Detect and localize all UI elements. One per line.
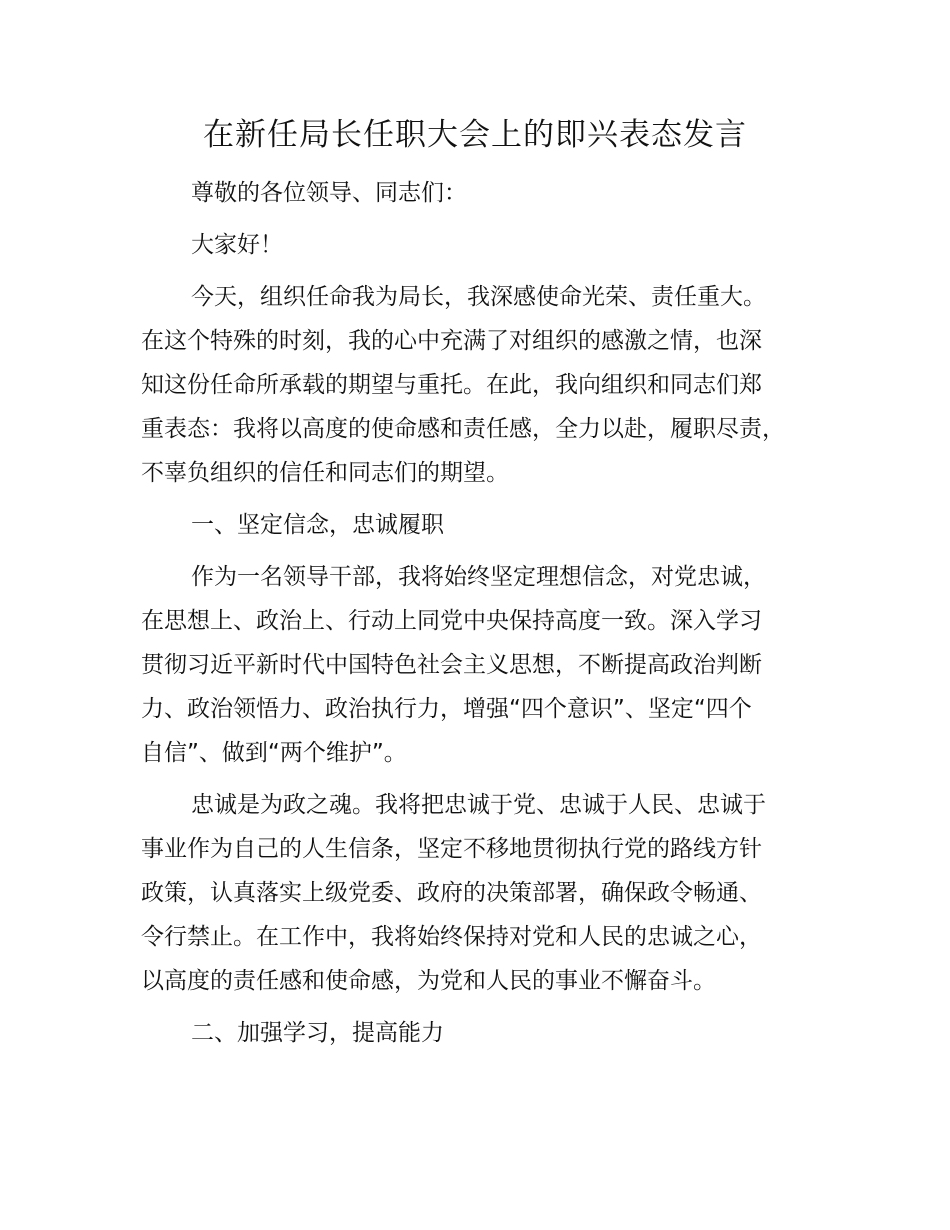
paragraph-line: 贯彻习近平新时代中国特色社会主义思想，不断提高政治判断 [141,652,762,678]
paragraph-line: 今天，组织任命我为局长，我深感使命光荣、责任重大。 [191,284,766,310]
greeting: 大家好！ [191,232,283,258]
paragraph-line: 知这份任命所承载的期望与重托。在此，我向组织和同志们郑 [141,372,762,398]
paragraph-line: 令行禁止。在工作中，我将始终保持对党和人民的忠诚之心， [141,924,762,950]
paragraph-line: 忠诚是为政之魂。我将把忠诚于党、忠诚于人民、忠诚于 [191,792,766,818]
section1-paragraph-1 [141,555,841,775]
paragraph-line: 不辜负组织的信任和同志们的期望。 [141,460,509,486]
document-body [141,171,841,1063]
paragraph-line: 在这个特殊的时刻，我的心中充满了对组织的感激之情，也深 [141,328,762,354]
paragraph-line: 重表态：我将以高度的使命感和责任感，全力以赴，履职尽责， [141,416,785,442]
section1-paragraph-2 [141,783,841,1003]
section-heading-1: 一、坚定信念，忠诚履职 [191,512,444,538]
document-title: 在新任局长任职大会上的即兴表态发言 [203,117,747,153]
paragraph-line: 力、政治领悟力、政治执行力，增强“四个意识”、坚定“四个 [141,696,752,722]
paragraph-line: 作为一名领导干部，我将始终坚定理想信念，对党忠诚， [191,564,766,590]
salutation: 尊敬的各位领导、同志们： [191,180,467,206]
section-heading-2: 二、加强学习，提高能力 [191,1020,444,1046]
intro-paragraph [141,275,841,495]
paragraph-line: 自信”、做到“两个维护”。 [141,740,407,766]
paragraph-line: 政策，认真落实上级党委、政府的决策部署，确保政令畅通、 [141,880,762,906]
paragraph-line: 在思想上、政治上、行动上同党中央保持高度一致。深入学习 [141,608,762,634]
paragraph-line: 事业作为自己的人生信条，坚定不移地贯彻执行党的路线方针 [141,836,762,862]
paragraph-line: 以高度的责任感和使命感，为党和人民的事业不懈奋斗。 [141,968,716,994]
